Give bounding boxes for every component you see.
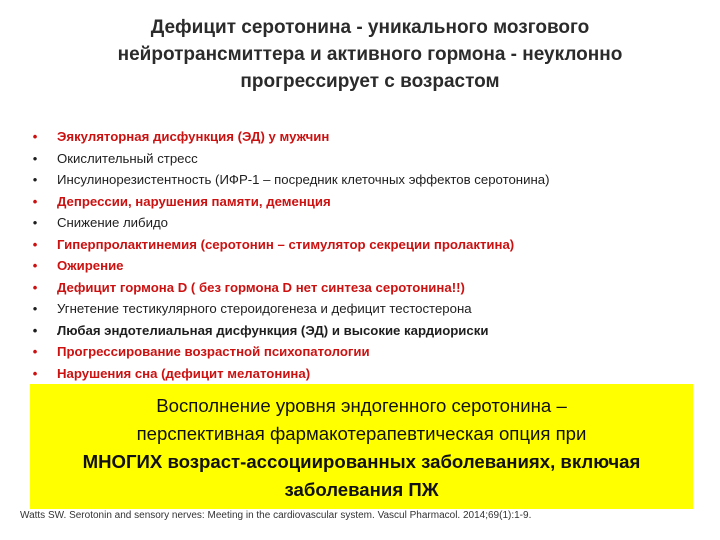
bullet-dot-icon: • <box>32 193 38 209</box>
bullet-item <box>30 363 710 385</box>
bullet-item <box>30 320 710 342</box>
bullet-text: Эякуляторная дисфункция (ЭД) у мужчин <box>57 129 330 144</box>
bullet-text: Депрессии, нарушения памяти, деменция <box>57 193 331 209</box>
bullet-text: Дефицит гормона D ( без гормона D нет синтеза серотонина!!) <box>57 279 465 295</box>
conclusion-line-4: заболевания ПЖ <box>284 479 439 500</box>
bullet-item <box>30 212 710 234</box>
bullet-dot-icon: • <box>32 129 38 144</box>
conclusion-line-3: МНОГИХ возраст-ассоциированных заболеваниях, включая <box>82 451 641 472</box>
bullet-dot-icon: • <box>32 279 38 295</box>
bullet-text: Любая эндотелиальная дисфункция (ЭД) и высокие кардиориски <box>57 322 489 338</box>
bullet-text: Нарушения сна (дефицит мелатонина) <box>57 365 311 381</box>
bullet-text: Угнетение тестикулярного стероидогенеза и дефицит тестостерона <box>57 301 472 316</box>
bullet-text: Инсулинорезистентность (ИФР-1 – посредник клеточных эффектов серотонина) <box>57 172 550 187</box>
bullet-text: Окислительный стресс <box>57 150 198 166</box>
bullet-item <box>30 298 710 320</box>
bullet-dot-icon: • <box>32 172 38 187</box>
bullet-dot-icon: • <box>32 236 38 252</box>
bullet-item <box>30 148 710 170</box>
bullet-dot-icon: • <box>32 150 38 166</box>
bullet-item <box>30 169 710 191</box>
bullet-list <box>30 126 710 384</box>
bullet-text: Гиперпролактинемия (серотонин – стимулятор секреции пролактина) <box>57 236 515 252</box>
bullet-item <box>30 234 710 256</box>
bullet-text: Снижение либидо <box>57 215 168 230</box>
bullet-dot-icon: • <box>32 344 38 359</box>
bullet-item <box>30 341 710 363</box>
bullet-item <box>30 255 710 277</box>
title-line-1: Дефицит серотонина - уникального мозгового <box>150 17 590 38</box>
slide-title <box>40 14 700 95</box>
bullet-dot-icon: • <box>32 322 38 338</box>
bullet-dot-icon: • <box>32 258 38 273</box>
title-line-3: прогрессирует с возрастом <box>240 71 500 92</box>
bullet-dot-icon: • <box>32 215 38 230</box>
bullet-dot-icon: • <box>32 301 38 316</box>
bullet-item <box>30 191 710 213</box>
conclusion-line-2: перспективная фармакотерапевтическая опция при <box>136 423 587 444</box>
title-line-2: нейротрансмиттера и активного гормона - неуклонно <box>117 44 623 65</box>
conclusion-text <box>30 392 693 504</box>
bullet-text: Ожирение <box>57 258 124 273</box>
bullet-text: Прогрессирование возрастной психопатологии <box>57 344 370 359</box>
bullet-dot-icon: • <box>32 365 38 381</box>
reference-citation: Watts SW. Serotonin and sensory nerves: Meeting in the cardiovascular system. Vascul Pharmacol. 2014;69(1):1-9. <box>20 510 532 521</box>
conclusion-line-1: Восполнение уровня эндогенного серотонина – <box>156 395 567 416</box>
bullet-item <box>30 126 710 148</box>
conclusion-banner <box>30 384 693 509</box>
bullet-item <box>30 277 710 299</box>
